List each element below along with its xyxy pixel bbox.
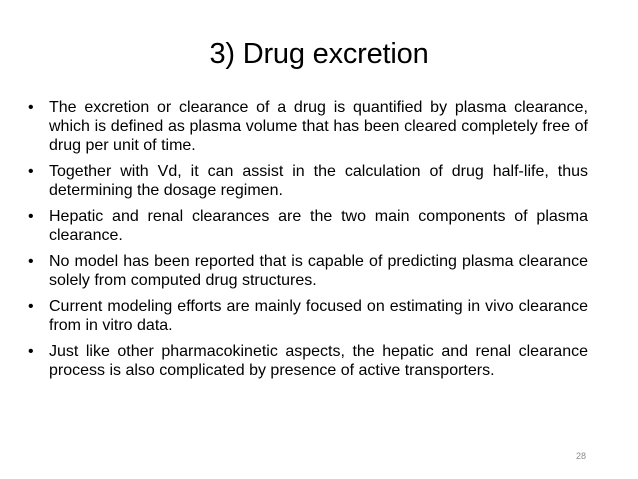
slide-title: 3) Drug excretion (209, 38, 429, 70)
bullet-dot-icon: • (28, 163, 34, 181)
bullet-text: Just like other pharmacokinetic aspects, the hepatic and renal clearance process is also complicated by presence of active transporters. (49, 342, 588, 379)
bullet-item (28, 252, 588, 290)
bullet-list (28, 98, 588, 387)
bullet-item (28, 342, 588, 380)
bullet-text: The excretion or clearance of a drug is quantified by plasma clearance, which is defined as plasma volume that has been cleared completely free of drug per unit of time. (49, 99, 588, 155)
bullet-dot-icon: • (28, 297, 34, 315)
bullet-item (28, 98, 588, 156)
bullet-dot-icon: • (28, 252, 34, 270)
bullet-item (28, 207, 588, 245)
bullet-item (28, 297, 588, 335)
bullet-text: Hepatic and renal clearances are the two main components of plasma clearance. (49, 208, 588, 245)
page-number: 28 (575, 451, 586, 461)
bullet-dot-icon: • (28, 342, 34, 360)
bullet-item (28, 162, 588, 200)
bullet-dot-icon: • (28, 208, 34, 226)
bullet-text: No model has been reported that is capable of predicting plasma clearance solely from computed drug structures. (49, 252, 588, 290)
bullet-dot-icon: • (28, 99, 34, 116)
bullet-text: Together with Vd, it can assist in the calculation of drug half-life, thus determining the dosage regimen. (49, 163, 588, 200)
bullet-text: Current modeling efforts are mainly focused on estimating in vivo clearance from in vitro data. (49, 297, 588, 335)
